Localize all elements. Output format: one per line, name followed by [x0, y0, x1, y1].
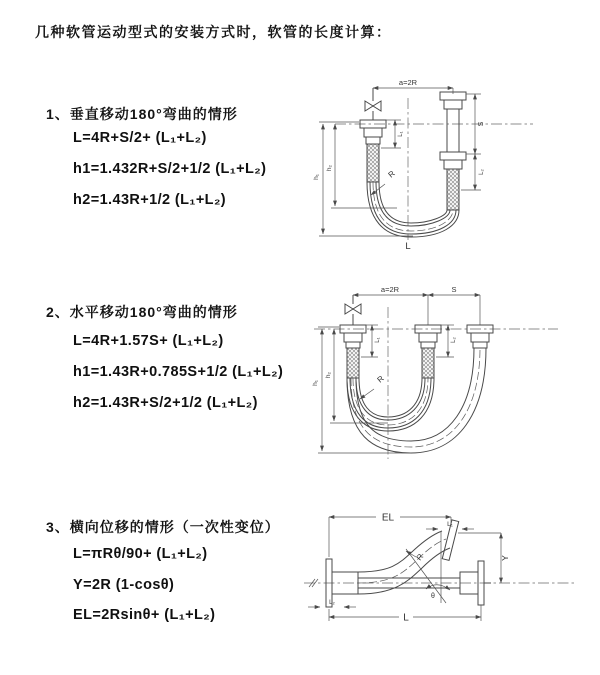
dim-theta-label: θ [431, 593, 435, 600]
dim-l1-label: L₁ [375, 337, 381, 343]
braid-section [347, 348, 359, 378]
dim-l2-label: L₂ [451, 337, 457, 343]
section-2-formula-h1: h1=1.43R+0.785S+1/2 (L₁+L₂) [73, 364, 284, 380]
radius-callout [406, 551, 425, 562]
dim-l-label: L [403, 612, 409, 624]
left-flange-fitting [340, 325, 366, 378]
right-flange-lower-position [440, 152, 466, 210]
valve-icon [345, 304, 361, 314]
dim-y-label: Y [500, 555, 510, 561]
dim-l1-label: L₁ [398, 131, 404, 137]
section-1-formula-h1: h1=1.432R+S/2+1/2 (L₁+L₂) [73, 161, 267, 177]
dim-l1-label: L₁ [447, 521, 453, 528]
dim-l2-label: L₂ [479, 169, 485, 175]
section-3-heading: 3、横向位移的情形（一次性变位） [46, 519, 280, 535]
dim-l2-label: L₂ [329, 600, 335, 606]
centerlines [304, 579, 574, 587]
dim-h1-label: h₁ [312, 380, 319, 386]
dim-a2r-label: a=2R [380, 285, 400, 294]
l1-dimension [426, 521, 474, 529]
page-title: 几种软管运动型式的安装方式时，软管的长度计算： [35, 24, 392, 40]
dim-l-label: L [405, 241, 411, 252]
section-1-formula-L: L=4R+S/2+ (L₁+L₂) [73, 130, 207, 146]
section-1-heading: 1、垂直移动180°弯曲的情形 [46, 106, 238, 122]
dim-el-label: EL [381, 512, 395, 524]
braid-section [422, 348, 434, 378]
middle-flange-original-position [415, 325, 441, 378]
s-dimension [461, 94, 485, 190]
right-flange-upper-position [440, 92, 466, 152]
l-dimension [329, 605, 481, 624]
radius-label: R [375, 373, 386, 385]
angle-construction [406, 531, 450, 603]
top-dimensions [353, 285, 480, 325]
dim-a2r-label: a=2R [398, 78, 418, 87]
section-3-formula-Y: Y=2R (1-cosθ) [73, 577, 175, 593]
braid-section [447, 169, 459, 210]
el-dimension [329, 513, 451, 558]
dim-s-label: S [478, 121, 485, 127]
centerlines [335, 98, 533, 240]
right-flange-displaced-position [467, 325, 493, 348]
height-dimensions [313, 122, 413, 236]
braid-section [367, 144, 379, 182]
radius-label: R [414, 552, 426, 563]
section-3-formula-EL: EL=2Rsinθ+ (L₁+L₂) [73, 607, 216, 623]
diagram-vertical-180-bend [305, 74, 545, 254]
diagram-horizontal-180-bend [306, 283, 568, 465]
l1-dimension [361, 325, 381, 357]
hose-u-bend-position-2 [347, 348, 486, 453]
valve-icon [365, 101, 381, 111]
dim-h2-label: h₂ [325, 371, 332, 379]
dim-h1-label: h₁ [313, 174, 320, 180]
hose-u-bend [367, 182, 459, 237]
radius-callout [360, 374, 386, 399]
section-1-formula-h2: h2=1.43R+1/2 (L₁+L₂) [73, 192, 227, 208]
left-flange-fitting [360, 120, 386, 182]
section-2-formula-h2: h2=1.43R+S/2+1/2 (L₁+L₂) [73, 395, 258, 411]
dim-h2-label: h₂ [326, 164, 333, 172]
section-3-formula-L: L=πRθ/90+ (L₁+L₂) [73, 546, 208, 562]
dim-s-label: S [451, 285, 457, 294]
section-2-heading: 2、水平移动180°弯曲的情形 [46, 304, 238, 320]
radius-label: R [386, 168, 397, 180]
l2-dimension [308, 600, 356, 607]
diagram-lateral-displacement [296, 503, 582, 653]
l2-dimension [436, 325, 457, 357]
section-2-formula-L: L=4R+1.57S+ (L₁+L₂) [73, 333, 224, 349]
